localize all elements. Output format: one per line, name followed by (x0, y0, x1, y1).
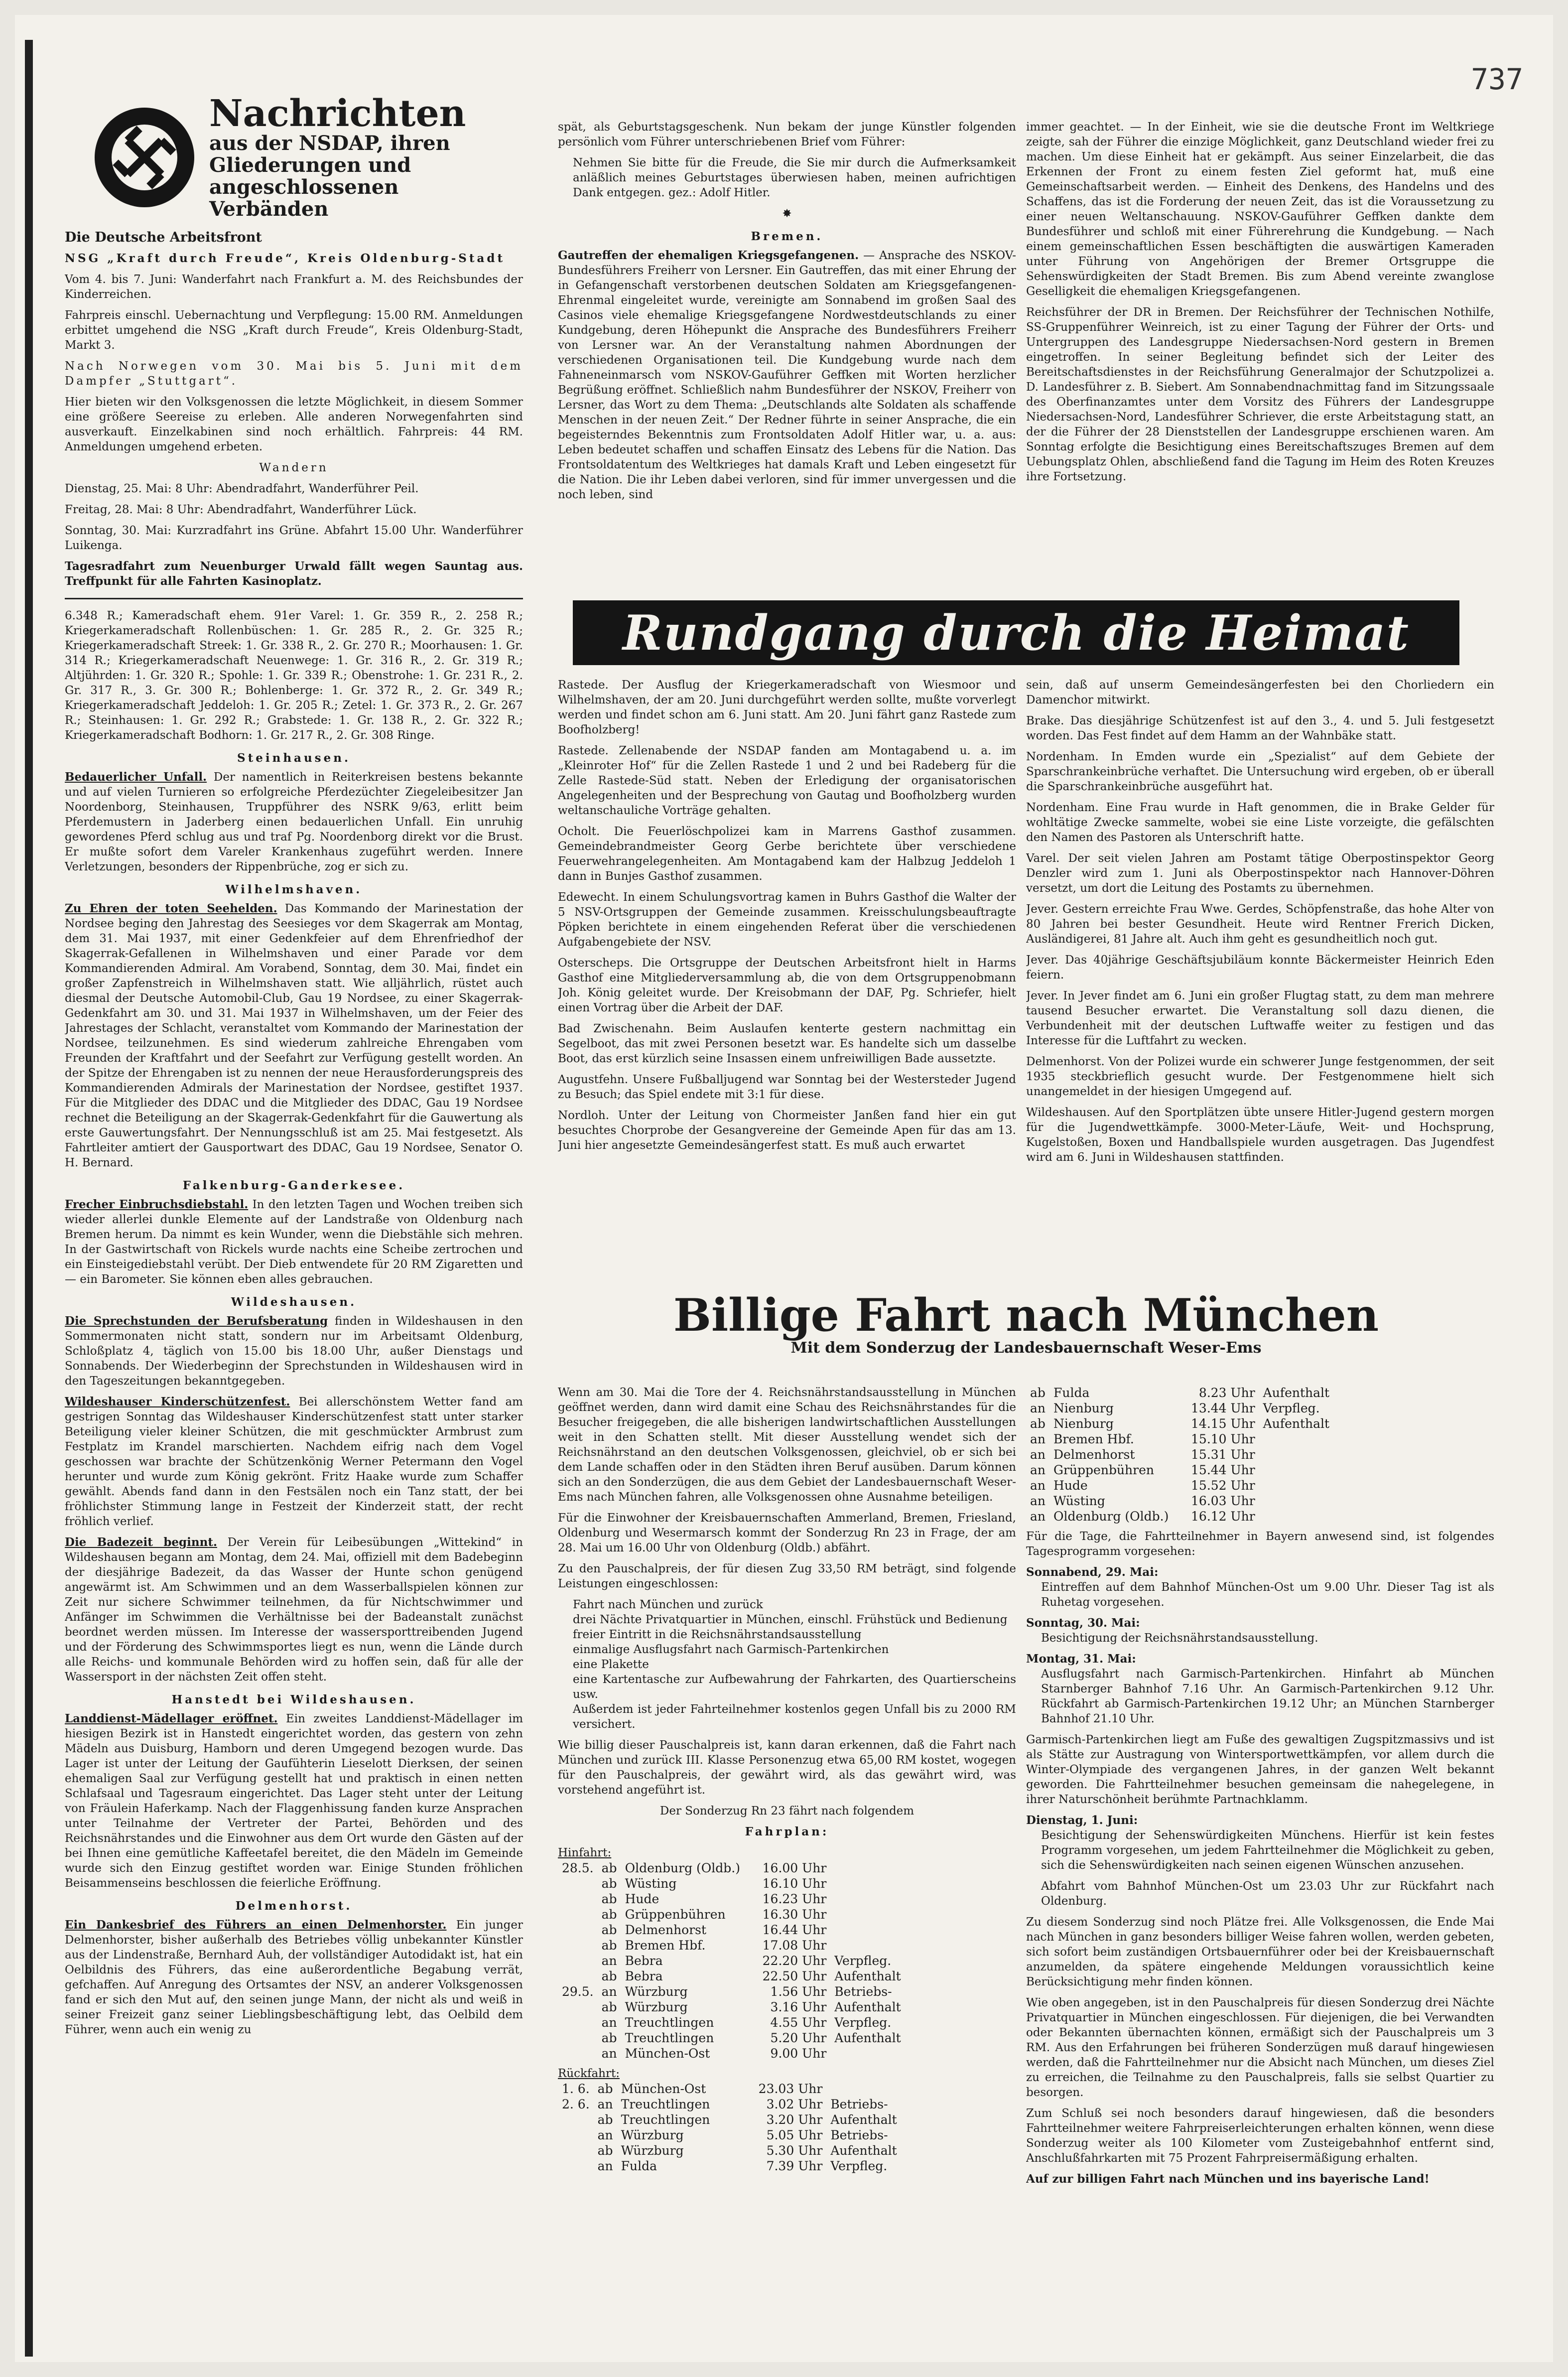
billige-p4: Wie billig dieser Pauschalpreis ist, kann daran erkennen, daß die Fahrt nach München und zurück III. Klasse Personenzug etwa 65,00 RM kostet, wogegen für den Pauschalpreis, der gewährt wird, als das gewährt wird, was vorstehend angeführt ist. (558, 1739, 1016, 1797)
daf-w3: Sonntag, 30. Mai: Kurzradfahrt ins Grüne. Abfahrt 15.00 Uhr. Wanderführer Luikenga. (65, 524, 523, 552)
timetable-cell-t: 15.52 Uhr (1191, 1478, 1255, 1493)
timetable-cell-d (558, 2127, 594, 2143)
divider (65, 598, 523, 599)
timetable-cell-w: ab (601, 1969, 617, 1983)
timetable-cell-n (1259, 1447, 1333, 1462)
daf-w1: Dienstag, 25. Mai: 8 Uhr: Abendradfahrt, Wanderführer Peil. (65, 482, 419, 495)
timetable-row (558, 2143, 901, 2158)
place-delmenhorst-1: Delmenhorst. (235, 1899, 353, 1913)
timetable-row (1026, 1400, 1333, 1416)
timetable-cell-s: Fulda (1053, 1386, 1090, 1400)
timetable-cell-s: München-Ost (625, 2046, 710, 2061)
timetable-cell-w: an (1030, 1401, 1046, 1415)
timetable-cell-n (830, 1876, 905, 1891)
rund-p4: Edewecht. In einem Schulungsvortrag kamen in Buhrs Gasthof die Walter der 5 NSV-Ortsgruppen der Gemeinde zusammen. Kreisschulungsbeauftragte Pöpken berichtete in einem eingehenden Referat über die verschiedenen Aufgabengebiete der NSV. (558, 891, 1016, 949)
bade-text: Der Verein für Leibesübungen „Wittekind“ in Wildeshausen begann am Montag, dem 24. Mai, offiziell mit dem Badebeginn der diesjährige Badezeit, da das Wasser der Hunte schon genügend angewärmt ist. Am Schwimmen und an dem Wasserballspielen können zur Zeit nur sichere Schwimmer teilnehmen, da für Nichtschwimmer und Anfänger im Schwimmen die Verhältnisse bei der Badeanstalt zunächst beordnet werden müssen. Im Interesse der wassersporttreibenden Jugend und der Förderung des Schwimmsportes liegt es nun, wenn die Lände durch alle Reichs- und kommunale Behörden wird zu hoffen sein, daß für alle der Wassersport in der nächsten Zeit offen steht. (65, 1536, 523, 1683)
rund3-p5: Varel. Der seit vielen Jahren am Postamt tätige Oberpostinspektor Georg Denzler wird zum 1. Juni als Oberpostinspektor nach Hannover-Döhren versetzt, um dort die Leitung des Postamts zu übernehmen. (1026, 852, 1494, 895)
rund3-p2: Brake. Das diesjährige Schützenfest ist auf den 3., 4. und 5. Juli festgesetzt worden. Das Fest findet auf dem Hamm an der Wahnbäke statt. (1026, 714, 1494, 742)
timetable-row (558, 1891, 905, 1907)
billige-col-3 (1026, 1385, 1494, 2357)
timetable-cell-w: an (601, 1984, 617, 1999)
nachrichten-title: Nachrichten (209, 92, 466, 135)
timetable-row (558, 1876, 905, 1891)
timetable-cell-n: Betriebs- (834, 1984, 892, 1999)
timetable-cell-n: Aufenthalt (1263, 1416, 1330, 1431)
timetable-cell-w: ab (601, 1923, 617, 1937)
timetable-cell-w: ab (601, 1907, 617, 1922)
timetable-cell-t: 1.56 Uhr (770, 1984, 827, 1999)
timetable-cell-w: an (601, 2046, 617, 2061)
timetable-cell-d: 2. 6. (562, 2097, 590, 2111)
timetable-row (558, 1953, 905, 1968)
page-number: 737 (1471, 62, 1523, 96)
rund3-p4: Nordenham. Eine Frau wurde in Haft genommen, die in Brake Gelder für wohltätige Zwecke sammelte, wobei sie eine Liste vorzeigte, die gefälschten den Namen des Pastoren als Unterschrift hatte. (1026, 801, 1494, 844)
daf-p1: Vom 4. bis 7. Juni: Wanderfahrt nach Frankfurt a. M. des Reichsbundes der Kinderreichen. (65, 273, 523, 301)
timetable-cell-w: ab (601, 2031, 617, 2045)
billige-l1: Fahrt nach München und zurück (573, 1598, 763, 1611)
party-emblem (95, 108, 194, 207)
timetable-row (558, 2015, 905, 2030)
timetable-cell-n (1259, 1478, 1333, 1493)
daf-w4: Tagesradfahrt zum Neuenburger Urwald fällt wegen Sauntag aus. Treffpunkt für alle Fahrten Kasinoplatz. (65, 559, 523, 588)
timetable-cell-w: ab (597, 2143, 613, 2158)
timetable-cell-t: 3.16 Uhr (770, 2000, 827, 2014)
c3-p1: immer geachtet. — In der Einheit, wie sie die deutsche Front im Weltkriege zeigte, sah der Führer die einzige Möglichkeit, ganz Deutschland wieder frei zu machen. Um diese Einheit hat er gekämpft. Aus seiner Einzelarbeit, die das Erkennen der Front zu einem festen Ziel geformt hat, muß eine Gemeinschaftsarbeit werden. — Einheit des Denkens, des Handelns und des Schaffens, das ist die Forderung der neuen Zeit, das ist die Voraussetzung zu einer neuen Weltanschauung. NSKOV-Gauführer Geffken dankte dem Bundesführer und schloß mit einer Führerehrung die Kundgebung. — Nach einem gemeinschaftlichen Essen beschäftigten die auswärtigen Kameraden unter Führung von Angehörigen der Bremer Ortsgruppe die Sehenswürdigkeiten der Stadt Bremen. Bis zum Abend vereinte zwanglose Geselligkeit die ehemaligen Kriegsgefangenen. (1026, 121, 1494, 298)
timetable-cell-d: 28.5. (562, 1861, 594, 1875)
timetable-cell-n: Verpfleg. (1263, 1401, 1320, 1415)
timetable-cell-n (1259, 1462, 1333, 1478)
timetable-cell-s: Hude (625, 1892, 659, 1906)
timetable-cell-n (830, 2046, 905, 2061)
c2-p2: Nehmen Sie bitte für die Freude, die Sie mir durch die Aufmerksamkeit anläßlich meines Geburtstages überwiesen haben, meinen aufrichtigen Dank entgegen. gez.: Adolf Hitler. (573, 156, 1016, 199)
rueckfahrt-table (558, 2081, 901, 2174)
emblem-icon (110, 123, 179, 192)
timetable-cell-n (830, 1938, 905, 1953)
column-3-top (1026, 120, 1494, 568)
billige-l5: eine Plakette (573, 1658, 649, 1671)
timetable-row (1026, 1462, 1333, 1478)
timetable-cell-t: 15.31 Uhr (1191, 1447, 1255, 1462)
einbruch-text: In den letzten Tagen und Wochen treiben sich wieder allerlei dunkle Elemente auf der Landstraße von Oldenburg nach Bremen herum. Da nimmt es kein Wunder, wenn die Diebstähle sich mehren. In der Gastwirtschaft von Rickels wurde nachts eine Scheibe zertrochen und ein Einsteigediebstahl verübt. Der Dieb entwendete für 20 RM Zigaretten und — ein Barometer. Sie können eben alles gebrauchen. (65, 1198, 523, 1286)
timetable-cell-s: Bremen Hbf. (1053, 1432, 1134, 1446)
rund3-p7: Jever. Das 40jährige Geschäftsjubiläum konnte Bäckermeister Heinrich Eden feiern. (1026, 954, 1494, 981)
timetable-cell-s: Nienburg (1053, 1401, 1114, 1415)
timetable-row (558, 2081, 901, 2097)
timetable-row (1026, 1478, 1333, 1493)
col1-body (65, 608, 523, 2037)
timetable-cell-n: Verpfleg. (830, 2159, 888, 2173)
einbruch-head: Frecher Einbruchsdiebstahl. (65, 1198, 249, 1211)
billige-l3: freier Eintritt in die Reichsnährstandsausstellung (573, 1628, 862, 1641)
rueckfahrt-table-2 (1026, 1385, 1333, 1524)
nachrichten-sub3: angeschlossenen Verbänden (209, 175, 399, 221)
timetable-cell-s: Treuchtlingen (621, 2112, 710, 2127)
timetable-cell-s: Delmenhorst (1053, 1447, 1135, 1462)
timetable-cell-s: Bebra (625, 1954, 663, 1968)
c2-star: ✸ (782, 207, 792, 220)
billige-l4: einmalige Ausflugsfahrt nach Garmisch-Partenkirchen (573, 1643, 889, 1656)
prog-p8: Garmisch-Partenkirchen liegt am Fuße des gewaltigen Zugspitzmassivs und ist als Stätte zur Austragung von Wintersportwettkämpfen, vor allem durch die Winter-Olympiade des vergangenen Jahres, in der ganzen Welt bekannt geworden. Die Fahrtteilnehmer besuchen gemeinsam die nahegelegene, in ihrer Naturschönheit berühmte Partnachklamm. (1026, 1733, 1494, 1806)
billige-l7: Außerdem ist jeder Fahrteilnehmer kostenlos gegen Unfall bis zu 2000 RM versichert. (573, 1703, 1016, 1731)
timetable-row (1026, 1431, 1333, 1447)
hinfahrt-label: Hinfahrt: (558, 1846, 612, 1859)
timetable-cell-w: ab (597, 2082, 613, 2096)
gau-text: — Ansprache des NSKOV-Bundesführers Freiherr von Lersner. Ein Gautreffen, das mit einer Ehrung der in Gefangenschaft verstorbenen deutschen Soldaten am Kriegsgefangenen-Ehrenmal eingeleitet wurde, vereinigte am Sonnabend im großen Saal des Casinos viele ehemalige Kriegsgefangene Nordwestdeutschlands zu einer Kundgebung, deren Höhepunkt die Ansprache des Bundesführers Freiherr von Lersner war. An der Veranstaltung nahmen Abordnungen der verschiedenen Organisationen teil. Die Kundgebung wurde nach dem Fahneneinmarsch vom NSKOV-Gauführer Geffken mit Worten herzlicher Begrüßung eröffnet. Schließlich nahm Bundesführer der NSKOV, Freiherr von Lersner, das Wort zu dem Thema: „Deutschlands alte Soldaten als schaffende Menschen in der neuen Zeit.“ Der Redner führte in seiner Ansprache, die ein begeisterndes Bekenntnis zum Frontsoldaten Adolf Hitler war, u. a. aus: Leben bedeutet schaffen und schaffen Einsatz des Lebens für die Nation. Das Frontsoldatentum des Weltkrieges hat damals Kraft und Leben eingesetzt für die Nation. Die ihr Leben dabei verloren, sind für immer unvergessen und die noch leben, sind (558, 249, 1016, 501)
place-wildeshausen-1: Wildeshausen. (231, 1295, 357, 1309)
timetable-cell-w: ab (601, 2000, 617, 2014)
daf-line1: NSG „Kraft durch Freude“, Kreis Oldenburg-Stadt (65, 252, 506, 265)
sprech-head: Die Sprechstunden der Berufsberatung (65, 1314, 328, 1328)
billige-header (558, 1290, 1494, 1370)
timetable-cell-s: Hude (1053, 1478, 1088, 1493)
rund3-p10: Wildeshausen. Auf den Sportplätzen übte unsere Hitler-Jugend gestern morgen für die Jugendwettkämpfe. 3000-Meter-Läufe, Weit- und Hochsprung, Kugelstoßen, Boxen und Handballspiele wurden ausgetragen. Das Jugendfest wird am 6. Juni in Wildeshausen stattfinden. (1026, 1106, 1494, 1164)
timetable-cell-s: Treuchtlingen (625, 2015, 714, 2030)
timetable-row (558, 1999, 905, 2015)
timetable-cell-n (1259, 1493, 1333, 1509)
prog-p6: Montag, 31. Mai: (1026, 1652, 1136, 1666)
rund3-p9: Delmenhorst. Von der Polizei wurde ein schwerer Junge festgenommen, der seit 1935 steckbrieflich gesucht wurde. Der Festgenommene hielt sich unangemeldet in der hiesigen Umgegend auf. (1026, 1055, 1494, 1098)
timetable-row (558, 2097, 901, 2112)
timetable-cell-w: an (1030, 1447, 1046, 1462)
timetable-cell-t: 14.15 Uhr (1191, 1416, 1255, 1431)
rund3-p1: sein, daß auf unserm Gemeindesängerfesten bei den Chorliedern ein Damenchor mitwirkt. (1026, 679, 1494, 706)
sprech-text: finden in Wildeshausen in den Sommermonaten nicht statt, sondern nur im Arbeitsamt Oldenburg, Schloßplatz 4, täglich von 15.00 bis 18.00 Uhr, außer Dienstags und Sonnabends. Der Wiederbeginn der Sprechstunden in Wildeshausen wird in den Tageszeitungen bekanntgegeben. (65, 1315, 523, 1388)
timetable-cell-s: Treuchtlingen (625, 2031, 714, 2045)
timetable-row (1026, 1447, 1333, 1462)
timetable-cell-s: München-Ost (621, 2082, 706, 2096)
timetable-cell-w: ab (601, 1876, 617, 1891)
rund-p7: Augustfehn. Unsere Fußballjugend war Sonntag bei der Westersteder Jugend zu Besuch; das Spiel endete mit 3:1 für diese. (558, 1073, 1016, 1101)
timetable-cell-d (558, 1938, 598, 1953)
rund-p3: Ocholt. Die Feuerlöschpolizei kam in Marrens Gasthof zusammen. Gemeindebrandmeister Georg Gerbe berichtete über verschiedene Feuerwehrangelegenheiten. Am Montagabend kam der Halbzug Jeddeloh 1 dann in Bunjes Gasthof zusammen. (558, 825, 1016, 883)
kinder-text: Bei allerschönstem Wetter fand am gestrigen Sonntag das Wildeshauser Kinderschützenfest statt unter starker Beteiligung vieler kleiner Schützen, die mit geschmückter Armbrust zum Festplatz im Krandel marschierten. Nachdem eifrig nach dem Vogel geschossen war brachte der Schützenkönig Werner Petermann den Vogel herunter und wurde zum König gekrönt. Fritz Haake wurde zum Schaffer gewählt. Abends fand dann in den Festsälen noch ein Tanz statt, der bei fröhlichster Stimmung lange in Festzeit der Kinderzeit statt, der recht fröhlich verlief. (65, 1396, 523, 1528)
prog-p10: Besichtigung der Sehenswürdigkeiten Münchens. Hierfür ist kein festes Programm vorgesehen, um jedem Fahrtteilnehmer die Möglichkeit zu geben, sich die Sehenswürdigkeiten nach seinen eigenen Wünschen anzusehen. (1041, 1829, 1494, 1872)
prog-p15: Auf zur billigen Fahrt nach München und ins bayerische Land! (1026, 2172, 1430, 2186)
timetable-cell-w: ab (601, 1861, 617, 1875)
timetable-cell-w: ab (601, 1938, 617, 1953)
timetable-row (558, 2158, 901, 2174)
timetable-cell-n: Aufenthalt (834, 2000, 901, 2014)
timetable-cell-t: 16.30 Uhr (762, 1907, 827, 1922)
timetable-cell-w: an (597, 2128, 613, 2142)
timetable-cell-n (830, 1860, 905, 1876)
timetable-cell-t: 8.23 Uhr (1198, 1386, 1255, 1400)
timetable-cell-w: ab (1030, 1416, 1045, 1431)
timetable-cell-w: ab (597, 2112, 613, 2127)
timetable-cell-s: Delmenhorst (625, 1923, 707, 1937)
billige-col-2 (558, 1385, 1016, 2357)
timetable-cell-n: Aufenthalt (830, 2143, 897, 2158)
timetable-cell-t: 4.55 Uhr (770, 2015, 827, 2030)
timetable-cell-t: 5.05 Uhr (766, 2128, 823, 2142)
timetable-cell-t: 16.12 Uhr (1191, 1509, 1255, 1524)
prog-p11: Abfahrt vom Bahnhof München-Ost um 23.03 Uhr zur Rückfahrt nach Oldenburg. (1041, 1880, 1494, 1908)
timetable-cell-t: 13.44 Uhr (1191, 1401, 1255, 1415)
timetable-cell-d (558, 1907, 598, 1922)
billige-l2: drei Nächte Privatquartier in München, einschl. Frühstück und Bedienung (573, 1613, 1008, 1626)
timetable-row (558, 1907, 905, 1922)
timetable-cell-n: Betriebs- (830, 2097, 888, 2111)
place-bremen: Bremen. (751, 230, 823, 243)
rund3-p6: Jever. Gestern erreichte Frau Wwe. Gerdes, Schöpfenstraße, das hohe Alter von 80 Jahren bei bester Gesundheit. Heute wird Rentner Frerich Dicken, Ausländigerei, 81 Jahre alt. Auch ihm geht es gesundheitlich noch gut. (1026, 903, 1494, 946)
kinder-head: Wildeshauser Kinderschützenfest. (65, 1395, 290, 1408)
timetable-cell-s: Wüsting (1053, 1494, 1105, 1508)
billige-subtitle: Mit dem Sonderzug der Landesbauernschaft Weser-Ems (790, 1339, 1262, 1357)
timetable-cell-w: an (597, 2097, 613, 2111)
timetable-row (558, 2046, 905, 2061)
dank-text: Ein junger Delmenhorster, bisher außerhalb des Betriebes völlig unbekannter Künstler aus der Lindenstraße, Bernhard Auh, der vollständiger Autodidakt ist, hat ein Oelbildnis des Führers, das eine außerordentliche Begabung verrät, gefchaffen. Auf Anregung des Ortsamtes der NSV, an anderer Volksgenossen fand er sich den Mut auf, den seinen junge Mann, der nicht als und weiß in seiner Freizeit ganz seiner Lieblingsbeschäftigung lebt, das Oelbild dem Führer, wenn auch ein wenig zu (65, 1919, 523, 2036)
nachrichten-sub2: Gliederungen und (209, 153, 411, 177)
timetable-cell-n: Verpfleg. (834, 1954, 892, 1968)
hinfahrt-table (558, 1860, 905, 2061)
place-steinhausen: Steinhausen. (237, 751, 351, 765)
place-falkenburg: Falkenburg-Ganderkesee. (182, 1179, 405, 1192)
timetable-row (558, 1922, 905, 1938)
timetable-cell-w: an (1030, 1432, 1046, 1446)
timetable-cell-t: 23.03 Uhr (758, 2082, 823, 2096)
place-wilhelmshaven: Wilhelmshaven. (225, 883, 363, 896)
billige-title: Billige Fahrt nach München (673, 1290, 1379, 1342)
timetable-cell-w: an (601, 1954, 617, 1968)
rueckfahrt-label: Rückfahrt: (558, 2067, 620, 2080)
timetable-cell-s: Wüsting (625, 1876, 677, 1891)
timetable-cell-t: 15.44 Uhr (1191, 1463, 1255, 1477)
billige-p2: Für die Einwohner der Kreisbauernschaften Ammerland, Bremen, Friesland, Oldenburg und Wesermarsch kommt der Sonderzug Rn 23 in Frage, der am 28. Mai um 16.00 Uhr von Oldenburg (Oldb.) abfährt. (558, 1512, 1016, 1554)
timetable-cell-n (1259, 1509, 1333, 1524)
timetable-row (558, 2030, 905, 2046)
timetable-cell-t: 15.10 Uhr (1191, 1432, 1255, 1446)
timetable-cell-n: Betriebs- (830, 2128, 888, 2142)
timetable-cell-t: 22.50 Uhr (762, 1969, 827, 1983)
prog-p3: Eintreffen auf dem Bahnhof München-Ost um 9.00 Uhr. Dieser Tag ist als Ruhetag vorgesehen. (1041, 1581, 1494, 1609)
c3-p2: Reichsführer der DR in Bremen. Der Reichsführer der Technischen Nothilfe, SS-Gruppenführer Weinreich, ist zu einer Tagung der Führer der Orts- und Untergruppen des Landesgruppe Niedersachsen-Nord gestern in Bremen eingetroffen. In seiner Begleitung befindet sich der Leiter des Bereitschaftsdienstes in der Reichsführung Generalmajor der Schutzpolizei a. D. Landesführer z. B. Siebert. Am Sonnabendnachmittag fand im Sitzungssaale des Oberfinanzamtes unter dem Vorsitz des Führers der Landesgruppe Niedersachsen-Nord, Landesführer Schriever, die erste Arbeitstagung statt, an der die Führer der 28 Dienststellen der Landesgruppe erschienen waren. Am Sonntag erfolgte die Besichtigung eines Bereitschaftszuges Bremen auf dem Uebungsplatz Ohlen, abschließend fand die Tagung im Heim des Roten Kreuzes ihre Fortsetzung. (1026, 306, 1494, 483)
timetable-cell-s: Bebra (625, 1969, 663, 1983)
place-hanstedt: Hanstedt bei Wildeshausen. (171, 1693, 416, 1706)
timetable-cell-d (558, 1968, 598, 1984)
rund3-p8: Jever. In Jever findet am 6. Juni ein großer Flugtag statt, zu dem man mehrere tausend Besucher erwartet. Die Veranstaltung soll dazu dienen, die Verbundenheit mit der deutschen Luftwaffe weiter zu festigen und das Interesse für die Luftfahrt zu wecken. (1026, 989, 1494, 1047)
timetable-cell-s: Fulda (621, 2159, 657, 2173)
billige-p1: Wenn am 30. Mai die Tore der 4. Reichsnährstandsausstellung in München geöffnet werden, dann wird damit eine Schau des Reichsnährstandes für die Besucher freigegeben, die alle bisherigen landwirtschaftlichen Ausstellungen weit in den Schatten stellt. Mit dieser Ausstellung wendet sich der Reichsnährstand an den deutschen Volksgenossen, gleichviel, ob er sich bei dem Lande schaffen oder in den Städten ihren Beruf ausüben. Darum können sich an den Sonderzügen, die aus dem Gebiet der Landesbauernschaft Weser-Ems nach München fahren, alle Volksgenossen ohne Ausnahme beteiligen. (558, 1386, 1016, 1504)
timetable-row (558, 2127, 901, 2143)
timetable-row (1026, 1416, 1333, 1431)
timetable-cell-w: an (1030, 1463, 1046, 1477)
prog-p5: Besichtigung der Reichsnährstandsausstellung. (1041, 1632, 1318, 1645)
timetable-cell-d (558, 1922, 598, 1938)
billige-p3: Zu den Pauschalpreis, der für diesen Zug 33,50 RM beträgt, sind folgende Leistungen eingeschlossen: (558, 1562, 1016, 1590)
rundgang-banner: Rundgang durch die Heimat (573, 600, 1459, 665)
column-2-mid (558, 678, 1016, 1241)
rund-p8: Nordloh. Unter der Leitung von Chormeister Janßen fand hier ein gut besuchtes Chorprobe der Gesangvereine der Gemeinde Apen für das am 13. Juni hier angesetzte Gemeindesängerfest statt. Es muß auch erwartet (558, 1109, 1016, 1152)
timetable-cell-w: an (597, 2159, 613, 2173)
timetable-cell-s: Würzburg (621, 2128, 684, 2142)
results-text: 6.348 R.; Kameradschaft ehem. 91er Varel: 1. Gr. 359 R., 2. 258 R.; Kriegerkameradschaft Rollenbüschen: 1. Gr. 285 R., 2. Gr. 325 R.; Kriegerkameradschaft Streek: 1. Gr. 338 R., 2. Gr. 270 R.; Moorhausen: 1. Gr. 314 R.; Kriegerkameradschaft Neuenwege: 1. Gr. 316 R., 2. Gr. 319 R.; Altjührden: 1. Gr. 320 R.; Spohle: 1. Gr. 339 R.; Obenstrohe: 1. Gr. 231 R., 2. Gr. 317 R., 3. Gr. 300 R.; Bohlenberge: 1. Gr. 372 R., 2. Gr. 349 R.; Kriegerkameradschaft Jeddeloh: 1. Gr. 205 R.; Zetel: 1. Gr. 373 R., 2. Gr. 267 R.; Steinhausen: 1. Gr. 292 R.; Grabstede: 1. Gr. 138 R., 2. Gr. 322 R.; Kriegerkameradschaft Bodhorn: 1. Gr. 217 R., 2. Gr. 308 Ringe. (65, 609, 523, 742)
timetable-cell-n: Aufenthalt (834, 1969, 901, 1983)
prog-p7: Ausflugsfahrt nach Garmisch-Partenkirchen. Hinfahrt ab München Starnberger Bahnhof 7.16 Uhr. An Garmisch-Partenkirchen 9.12 Uhr. Rückfahrt ab Garmisch-Partenkirchen 19.12 Uhr; an München Starnberger Bahnhof 21.10 Uhr. (1041, 1668, 1494, 1725)
c2-p1: spät, als Geburtstagsgeschenk. Nun bekam der junge Künstler folgenden persönlich vom Führer unterschriebenen Brief vom Führer: (558, 121, 1016, 148)
timetable-cell-n (826, 2081, 901, 2097)
daf-section (65, 230, 523, 589)
timetable-cell-w: an (1030, 1478, 1046, 1493)
unfall-text: Der namentlich in Reiterkreisen bestens bekannte und auf vielen Turnieren so erfolgreiche Pferdezüchter Ziegeleibesitzer Jan Noordenborg, Steinhausen, Truppführer des NSRK 9/63, erlitt beim Pferdemustern in Jaderberg einen bedauerlichen Unfall. Ein unruhig gewordenes Pferd schlug aus und traf Pg. Noordenborg direkt vor die Brust. Er mußte sofort dem Vareler Krankenhaus zugeführt werden. Innere Verletzungen, besonders der Rippenbrüche, zog er sich zu. (65, 771, 523, 873)
timetable-row (558, 2112, 901, 2127)
landdienst-head: Landdienst-Mädellager eröffnet. (65, 1712, 278, 1725)
daf-heading: Die Deutsche Arbeitsfront (65, 230, 262, 245)
landdienst-text: Ein zweites Landdienst-Mädellager im hiesigen Bezirk ist in Hanstedt eingerichtet worden, das gestern von zehn Mädeln aus Duisburg, Hamborn und deren Umgegend bezogen wurde. Das Lager ist unter der Leitung der Gaufühterin Lieselott Dierksen, der seinen ehemaligen Saal zur Verfügung gestellt hat und praktisch in einen netten Schlafsaal und Tagesraum eingerichtet. Das Lager steht unter der Leitung von Fräulein Haferkamp. Nach der Flaggenhissung fanden kurze Ansprachen unter Teilnahme der Vertreter der Partei, Behörden und des Reichsnährstandes und die Einwohner aus dem Ort wurde den Gästen auf der bei Ihnen eine gemütliche Kaffeetafel bereitet, die den Mädeln im Gemeinde wurde sich den Einzug gestiftet worden war. Einige Stunden fröhlichen Beisammenseins beschlossen die feierliche Eröffnung. (65, 1712, 523, 1890)
dank-head: Ein Dankesbrief des Führers an einen Delmenhorster. (65, 1918, 447, 1932)
billige-p5: Der Sonderzug Rn 23 fährt nach folgendem (659, 1805, 915, 1818)
timetable-cell-d (558, 1999, 598, 2015)
timetable-cell-w: an (601, 2015, 617, 2030)
timetable-cell-d (558, 2112, 594, 2127)
timetable-cell-s: Würzburg (621, 2143, 684, 2158)
timetable-cell-w: an (1030, 1494, 1046, 1508)
timetable-cell-d (558, 1891, 598, 1907)
timetable-cell-n: Aufenthalt (830, 2112, 897, 2127)
timetable-cell-t: 3.20 Uhr (766, 2112, 823, 2127)
timetable-cell-t: 16.23 Uhr (762, 1892, 827, 1906)
timetable-cell-n: Aufenthalt (1263, 1386, 1330, 1400)
timetable-cell-d (558, 2046, 598, 2061)
timetable-row (558, 1968, 905, 1984)
daf-wandern: Wandern (259, 461, 329, 474)
timetable-cell-n: Aufenthalt (834, 2031, 901, 2045)
prog-p4: Sonntag, 30. Mai: (1026, 1616, 1140, 1630)
timetable-cell-t: 16.03 Uhr (1191, 1494, 1255, 1508)
timetable-cell-w: ab (601, 1892, 617, 1906)
fahrplan-heading: Fahrplan: (745, 1825, 829, 1838)
timetable-cell-n (830, 1891, 905, 1907)
timetable-row (558, 1984, 905, 1999)
timetable-cell-d (558, 1953, 598, 1968)
timetable-cell-n (1259, 1431, 1333, 1447)
daf-p4: Hier bieten wir den Volksgenossen die letzte Möglichkeit, in diesem Sommer eine größere Seereise zu erleben. Alle anderen Norwegenfahrten sind ausverkauft. Einzelkabinen sind noch erhältlich. Fahrpreis: 44 RM. Anmeldungen umgehend erbeten. (65, 396, 523, 453)
timetable-row (558, 1938, 905, 1953)
timetable-cell-w: ab (1030, 1386, 1045, 1400)
rund-p1: Rastede. Der Ausflug der Kriegerkameradschaft von Wiesmoor und Wilhelmshaven, der am 20. Juni durchgeführt werden sollte, mußte vorverlegt werden und findet schon am 6. Juni statt. Am 20. Juni fährt ganz Rastede zum Boofholzberg! (558, 679, 1016, 736)
timetable-cell-d: 29.5. (562, 1984, 594, 1999)
seehelden-head: Zu Ehren der toten Seehelden. (65, 902, 277, 915)
prog-p2: Sonnabend, 29. Mai: (1026, 1565, 1159, 1579)
prog-p14: Zum Schluß sei noch besonders darauf hingewiesen, daß die besonders Fahrtteilnehmer weitere Fahrpreiserleichterungen erhalten können, wenn diese Sonderzug weiter als 100 Kilometer vom Zusteigebahnhof entfernt sind, Anschlußfahrkarten mit 75 Prozent Fahrpreisermäßigung erhalten. (1026, 2107, 1494, 2165)
timetable-cell-w: an (1030, 1509, 1046, 1524)
timetable-cell-d: 1. 6. (562, 2082, 590, 2096)
timetable-cell-d (558, 2015, 598, 2030)
nachrichten-header (95, 92, 523, 221)
timetable-row (1026, 1509, 1333, 1524)
daf-p3: Nach Norwegen vom 30. Mai bis 5. Juni mit dem Dampfer „Stuttgart“. (65, 360, 523, 388)
timetable-cell-s: Oldenburg (Oldb.) (625, 1861, 740, 1875)
timetable-cell-t: 16.00 Uhr (762, 1861, 827, 1875)
timetable-cell-d (558, 2030, 598, 2046)
column-1 (65, 15, 523, 2357)
gau-head: Gautreffen der ehemaligen Kriegsgefangenen. (558, 249, 859, 262)
timetable-cell-n (830, 1907, 905, 1922)
timetable-cell-t: 16.10 Uhr (762, 1876, 827, 1891)
rund-p5: Osterscheps. Die Ortsgruppe der Deutschen Arbeitsfront hielt in Harms Gasthof eine Mitgliederversammlung ab, die von dem Ortsgruppenobmann Joh. König geleitet wurde. Der Kreisobmann der DAF, Pg. Schriefer, hielt einen Vortrag über die Arbeit der DAF. (558, 957, 1016, 1014)
billige-l6: eine Kartentasche zur Aufbewahrung der Fahrkarten, des Quartierscheins usw. (573, 1673, 1016, 1701)
rund-p2: Rastede. Zellenabende der NSDAP fanden am Montagabend u. a. im „Kleinroter Hof“ für die Zellen Rastede 1 und 2 und bei Radeberg für die Zelle Rastede-Süd statt. Neben der Erledigung der organisatorischen Angelegenheiten und der Besprechung von Gautag und Boofholzberg wurden weltanschauliche Vorträge gehalten. (558, 744, 1016, 817)
timetable-cell-t: 17.08 Uhr (762, 1938, 827, 1953)
unfall-head: Bedauerlicher Unfall. (65, 770, 207, 784)
daf-w2: Freitag, 28. Mai: 8 Uhr: Abendradfahrt, Wanderführer Lück. (65, 503, 417, 516)
timetable-cell-s: Nienburg (1053, 1416, 1114, 1431)
prog-p9: Dienstag, 1. Juni: (1026, 1814, 1138, 1827)
prog-p1: Für die Tage, die Fahrtteilnehmer in Bayern anwesend sind, ist folgendes Tagesprogramm vorgesehen: (1026, 1530, 1494, 1558)
timetable-cell-t: 5.20 Uhr (770, 2031, 827, 2045)
timetable-row (1026, 1493, 1333, 1509)
timetable-cell-s: Grüppenbühren (625, 1907, 726, 1922)
column-2-top (558, 120, 1016, 568)
timetable-cell-s: Oldenburg (Oldb.) (1053, 1509, 1169, 1524)
prog-p13: Wie oben angegeben, ist in den Pauschalpreis für diesen Sonderzug drei Nächte Privatquartier in München eingeschlossen. Für diejenigen, die bei Verwandten oder Bekannten übernachten können, ermäßigt sich der Pauschalpreis um 3 RM. Aus den Erfahrungen bei früheren Sonderzügen muß darauf hingewiesen werden, daß die Fahrtteilnehmer nur die Absicht nach München, um dieses Ziel zu erreichen, die Teilnahme zu den Pauschalpreis, falls sie selbst Quartier zu besorgen. (1026, 1996, 1494, 2099)
timetable-row (558, 1860, 905, 1876)
daf-p2: Fahrpreis einschl. Uebernachtung und Verpflegung: 15.00 RM. Anmeldungen erbittet umgehend die NSG „Kraft durch Freude“, Kreis Oldenburg-Stadt, Markt 3. (65, 309, 523, 352)
timetable-cell-t: 16.44 Uhr (762, 1923, 827, 1937)
timetable-cell-s: Treuchtlingen (621, 2097, 710, 2111)
nachrichten-sub1: aus der NSDAP, ihren (209, 132, 450, 155)
newspaper-page (15, 15, 1553, 2362)
timetable-cell-t: 3.02 Uhr (766, 2097, 823, 2111)
timetable-cell-d (558, 2158, 594, 2174)
timetable-cell-n (830, 1922, 905, 1938)
timetable-cell-t: 9.00 Uhr (770, 2046, 827, 2061)
timetable-cell-t: 5.30 Uhr (766, 2143, 823, 2158)
prog-p12: Zu diesem Sonderzug sind noch Plätze frei. Alle Volksgenossen, die Ende Mai nach München in ganz besonders billiger Weise fahren wollen, werden gebeten, sich sofort beim zuständigen Ortsbauernführer oder bei der Kreisbauernschaft anzumelden, da spätere eingehende Meldungen voraussichtlich keine Berücksichtigung mehr finden können. (1026, 1916, 1494, 1988)
nachrichten-title-block (209, 92, 523, 221)
timetable-cell-d (558, 2143, 594, 2158)
bade-head: Die Badezeit beginnt. (65, 1536, 217, 1549)
timetable-cell-s: Würzburg (625, 1984, 688, 1999)
column-3-mid (1026, 678, 1494, 1256)
timetable-row (1026, 1385, 1333, 1400)
timetable-cell-s: Bremen Hbf. (625, 1938, 706, 1953)
timetable-cell-d (558, 1876, 598, 1891)
seehelden-text: Das Kommando der Marinestation der Nordsee beging den Jahrestag des Seesieges vor dem Skagerrak am Montag, dem 31. Mai 1937, mit einer Gedenkfeier auf dem Ehrenfriedhof der Skagerrak-Gefallenen in Wilhelmshaven und einer Parade vor dem Kommandierenden Admiral. Am Vorabend, Sonntag, dem 30. Mai, findet ein großer Zapfenstreich in Wilhelmshaven statt. Wie alljährlich, rüstet auch diesmal der Deutsche Automobil-Club, Gau 19 Nordsee, zu einer Skagerrak-Gedenkfahrt am 30. und 31. Mai 1937 in Wilhelmshaven, um der Feier des Jahrestages der Schlacht, veranstaltet vom Kommando der Marinestation der Nordsee, teilzunehmen. Es sind wiederum zahlreiche Ehrengaben vom Freunden der Kraftfahrt und der Seefahrt zur Verfügung gestellt worden. An der Spitze der Ehrengaben ist zu nennen der neue Herausforderungspreis des Kommandierenden Admirals der Marinestation der Nordsee, gestiftet 1937. Für die Mitglieder des DDAC und die Mitglieder des DDAC, Gau 19 Nordsee rechnet die Beteiligung an der Skagerrak-Gedenkfahrt für die Gauwertung als erste Gauwertungsfahrt. Der Nennungsschluß ist am 25. Mai festgesetzt. Als Fahrtleiter amtiert der Gausportwart des DDAC, Gau 19 Nordsee, Senator O. H. Bernard. (65, 902, 523, 1169)
timetable-cell-s: Grüppenbühren (1053, 1463, 1154, 1477)
rund-p6: Bad Zwischenahn. Beim Auslaufen kenterte gestern nachmittag ein Segelboot, das mit zwei Personen besetzt war. Es handelte sich um dasselbe Boot, das erst kürzlich seine Insassen einem unfreiwilligen Bade aussetzte. (558, 1022, 1016, 1065)
timetable-cell-t: 22.20 Uhr (762, 1954, 827, 1968)
page-edge-bar (25, 40, 33, 2357)
timetable-cell-n: Verpfleg. (834, 2015, 892, 2030)
timetable-cell-s: Würzburg (625, 2000, 688, 2014)
timetable-cell-t: 7.39 Uhr (766, 2159, 823, 2173)
rund3-p3: Nordenham. In Emden wurde ein „Spezialist“ auf dem Gebiete der Sparschrankeinbrüche verhaftet. Die Untersuchung wird ergeben, ob er überall die Sparschrankeinbrüche ausgeführt hat. (1026, 750, 1494, 793)
